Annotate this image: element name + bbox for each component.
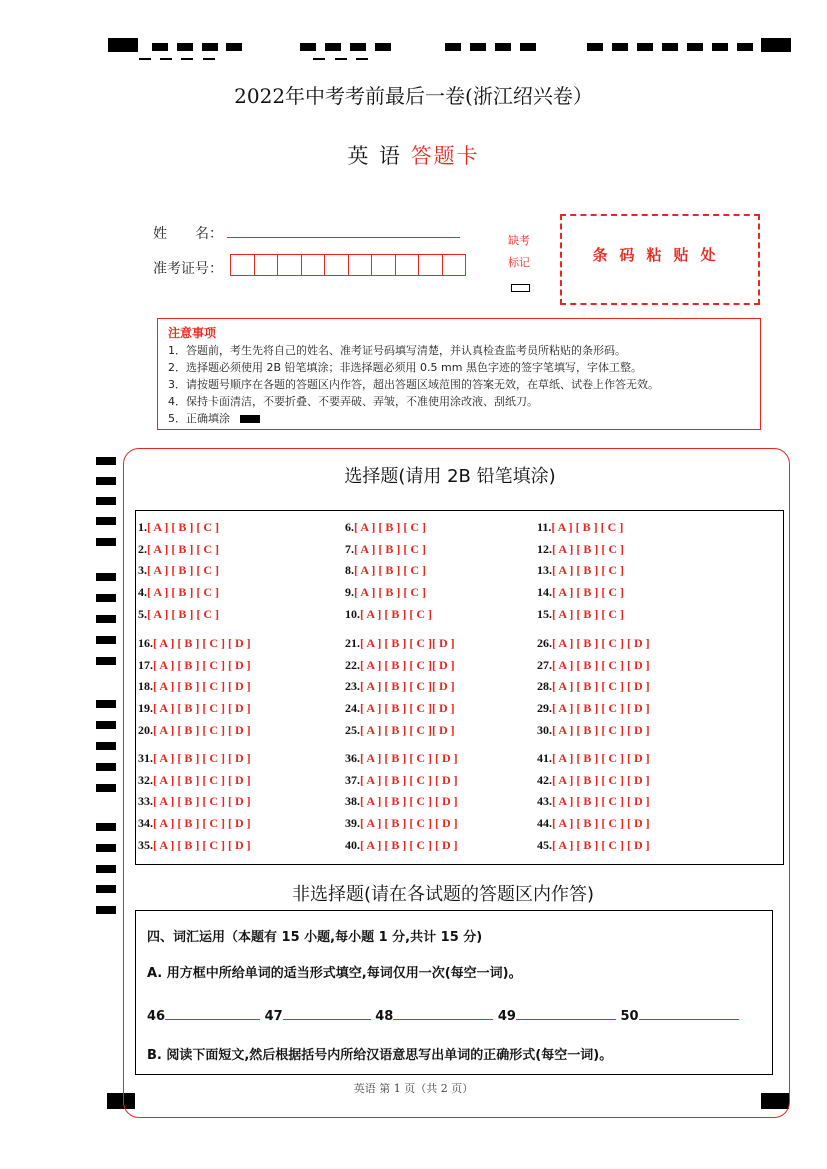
note-item: 4．保持卡面清洁，不要折叠、不要弄破、弄皱，不准使用涂改液、刮纸刀。 <box>168 395 538 408</box>
absent-label-line2: 标记 <box>508 256 530 269</box>
nonchoice-section-title: 非选择题(请在各试题的答题区内作答) <box>291 884 595 905</box>
question-number: 17. <box>138 657 153 672</box>
question-number: 22. <box>345 657 360 672</box>
choice-question[interactable] <box>138 607 219 622</box>
question-number: 35. <box>138 837 153 852</box>
timing-mark <box>662 43 678 51</box>
answer-options[interactable]: [ A ] [ B ] [ C ] <box>354 520 426 534</box>
answer-options[interactable]: [ A ] [ B ] [ C ] [ D ] <box>360 772 458 787</box>
answer-options[interactable]: [ A ] [ B ] [ C ] [ D ] <box>552 772 650 787</box>
choice-question[interactable] <box>138 751 251 766</box>
question-number: 9. <box>345 585 354 600</box>
choice-question[interactable] <box>138 838 251 853</box>
answer-options[interactable]: [ A ] [ B ] [ C ] <box>147 606 219 621</box>
choice-question[interactable] <box>345 723 455 738</box>
answer-options[interactable]: [ A ] [ B ] [ C ] [ D ] <box>360 816 458 831</box>
part-heading: 四、词汇运用（本题有 15 小题,每小题 1 分,共计 15 分) <box>147 930 483 945</box>
answer-options[interactable]: [ A ] [ B ] [ C ][ D ] <box>360 701 455 716</box>
choice-question[interactable] <box>537 585 624 600</box>
choice-question[interactable] <box>138 679 251 694</box>
timing-mark <box>139 58 151 60</box>
answer-options[interactable]: [ A ] [ B ] [ C ] <box>552 606 624 621</box>
question-number: 38. <box>345 794 360 809</box>
question-number: 37. <box>345 772 360 787</box>
timing-mark <box>177 43 193 51</box>
question-number: 12. <box>537 541 552 556</box>
timing-mark <box>350 43 366 51</box>
answer-options[interactable]: [ A ] [ B ] [ C ] <box>354 541 426 556</box>
notes-title: 注意事项 <box>168 326 217 340</box>
question-number: 27. <box>537 657 552 672</box>
choice-question[interactable] <box>537 838 650 853</box>
question-number: 26. <box>537 636 552 650</box>
answer-options[interactable]: [ A ] [ B ] [ C ][ D ] <box>360 657 455 672</box>
question-number: 24. <box>345 701 360 716</box>
answer-options[interactable]: [ A ] [ B ] [ C ] [ D ] <box>153 636 251 650</box>
choice-question[interactable] <box>537 816 650 831</box>
choice-question[interactable] <box>345 751 458 766</box>
choice-question[interactable] <box>345 679 455 694</box>
timing-mark <box>356 58 368 60</box>
section-b-instruction: B. 阅读下面短文,然后根据括号内所给汉语意思写出单词的正确形式(每空一词)。 <box>147 1048 613 1063</box>
choice-question[interactable] <box>138 563 219 578</box>
question-number: 11. <box>537 520 552 534</box>
answer-options[interactable]: [ A ] [ B ] [ C ] <box>147 563 219 578</box>
choice-question[interactable] <box>138 658 251 673</box>
question-number: 32. <box>138 772 153 787</box>
question-number: 20. <box>138 722 153 737</box>
answer-options[interactable]: [ A ] [ B ] [ C ] [ D ] <box>153 657 251 672</box>
timing-mark <box>152 43 168 51</box>
choice-question[interactable] <box>138 520 219 535</box>
answer-blank[interactable] <box>283 1007 371 1020</box>
blank-number: 49 <box>497 1009 516 1024</box>
answer-options[interactable]: [ A ] [ B ] [ C ] <box>147 520 219 534</box>
question-number: 28. <box>537 679 552 694</box>
choice-question[interactable] <box>345 563 426 578</box>
timing-mark <box>520 43 536 51</box>
question-number: 29. <box>537 701 552 716</box>
answer-blank[interactable] <box>393 1007 493 1020</box>
choice-question[interactable] <box>138 542 219 557</box>
name-field[interactable] <box>227 237 460 238</box>
answer-options[interactable]: [ A ] [ B ] [ C ] [ D ] <box>153 722 251 737</box>
absent-checkbox[interactable] <box>511 284 530 292</box>
answer-options[interactable]: [ A ] [ B ] [ C ] [ D ] <box>153 751 251 765</box>
question-number: 21. <box>345 636 360 650</box>
choice-question[interactable] <box>537 563 624 578</box>
timing-mark <box>96 615 116 623</box>
blank-number: 47 <box>264 1009 283 1024</box>
timing-mark <box>96 657 116 665</box>
id-digit-box[interactable] <box>442 254 467 276</box>
id-number-boxes[interactable] <box>231 254 466 276</box>
answer-options[interactable]: [ A ] [ B ] [ C ] [ D ] <box>552 751 650 765</box>
question-number: 1. <box>138 520 147 534</box>
timing-mark <box>96 636 116 644</box>
timing-mark <box>226 43 242 51</box>
question-number: 31. <box>138 751 153 765</box>
timing-mark <box>637 43 653 51</box>
answer-options[interactable]: [ A ] [ B ] [ C ] <box>551 520 624 534</box>
section-a-instruction: A. 用方框中所给单词的适当形式填空,每词仅用一次(每空一词)。 <box>147 966 522 981</box>
answer-options[interactable]: [ A ] [ B ] [ C ] [ D ] <box>552 816 650 831</box>
answer-options[interactable]: [ A ] [ B ] [ C ] [ D ] <box>153 701 251 716</box>
question-number: 4. <box>138 585 147 600</box>
choice-question[interactable] <box>537 520 623 535</box>
choice-question[interactable] <box>138 773 251 788</box>
choice-question[interactable] <box>345 520 426 535</box>
answer-options[interactable]: [ A ] [ B ] [ C ] <box>360 606 432 621</box>
id-digit-box[interactable] <box>324 254 349 276</box>
name-label: 姓 名： <box>153 226 223 242</box>
answer-options[interactable]: [ A ] [ B ] [ C ] <box>354 585 426 600</box>
timing-mark <box>470 43 486 51</box>
timing-mark <box>495 43 511 51</box>
note-item: 5．正确填涂 <box>168 412 230 425</box>
question-number: 39. <box>345 816 360 831</box>
timing-mark <box>96 538 116 546</box>
question-number: 7. <box>345 541 354 556</box>
choice-question[interactable] <box>138 794 251 809</box>
answer-options[interactable]: [ A ] [ B ] [ C ] [ D ] <box>552 794 650 809</box>
timing-mark <box>108 38 138 52</box>
choice-question[interactable] <box>537 701 650 716</box>
answer-options[interactable]: [ A ] [ B ] [ C ] <box>552 541 624 556</box>
id-digit-box[interactable] <box>418 254 443 276</box>
question-number: 41. <box>537 751 552 765</box>
choice-question[interactable] <box>138 636 251 651</box>
absent-label-line1: 缺考 <box>508 234 530 247</box>
card-label: 答题卡 <box>410 144 480 168</box>
timing-mark <box>96 700 116 708</box>
timing-mark <box>96 742 116 750</box>
id-digit-box[interactable] <box>348 254 373 276</box>
timing-mark <box>313 58 325 60</box>
answer-options[interactable]: [ A ] [ B ] [ C ] [ D ] <box>552 837 650 852</box>
answer-options[interactable]: [ A ] [ B ] [ C ] <box>354 563 426 578</box>
filled-sample-mark <box>240 415 260 423</box>
id-digit-box[interactable] <box>301 254 326 276</box>
page-title: 2022年中考考前最后一卷(浙江绍兴卷） <box>234 84 593 108</box>
timing-mark <box>181 58 193 60</box>
answer-options[interactable]: [ A ] [ B ] [ C ] [ D ] <box>153 816 251 831</box>
question-number: 40. <box>345 837 360 852</box>
note-item: 3．请按题号顺序在各题的答题区内作答，超出答题区域范围的答案无效，在草纸、试卷上作答无效。 <box>168 378 659 391</box>
question-number: 34. <box>138 816 153 831</box>
answer-options[interactable]: [ A ] [ B ] [ C ] <box>147 585 219 600</box>
answer-options[interactable]: [ A ] [ B ] [ C ] [ D ] <box>360 794 458 809</box>
question-number: 42. <box>537 772 552 787</box>
id-digit-box[interactable] <box>371 254 396 276</box>
notes-box <box>157 318 761 430</box>
timing-mark <box>737 43 753 51</box>
timing-mark <box>375 43 391 51</box>
answer-blank[interactable] <box>165 1007 260 1020</box>
timing-mark <box>300 43 316 51</box>
question-number: 13. <box>537 563 552 578</box>
timing-mark <box>687 43 703 51</box>
nonchoice-answer-box <box>135 910 773 1075</box>
choice-question[interactable] <box>345 607 432 622</box>
timing-mark <box>96 784 116 792</box>
timing-mark <box>96 721 116 729</box>
question-number: 44. <box>537 816 552 831</box>
question-number: 8. <box>345 563 354 578</box>
question-number: 45. <box>537 837 552 852</box>
choice-question[interactable] <box>345 542 426 557</box>
barcode-area: 条码粘贴处 <box>560 214 760 305</box>
choice-question[interactable] <box>537 723 650 738</box>
question-number: 33. <box>138 794 153 809</box>
question-number: 36. <box>345 751 360 765</box>
timing-mark <box>96 823 116 831</box>
timing-mark <box>96 497 116 505</box>
absent-mark-label <box>508 230 530 274</box>
choice-question[interactable] <box>138 816 251 831</box>
choice-question[interactable] <box>345 585 426 600</box>
id-digit-box[interactable] <box>395 254 420 276</box>
answer-blank[interactable] <box>639 1007 739 1020</box>
timing-mark <box>96 594 116 602</box>
timing-mark <box>96 906 116 914</box>
timing-mark <box>612 43 628 51</box>
answer-options[interactable]: [ A ] [ B ] [ C ] [ D ] <box>360 837 458 852</box>
answer-options[interactable]: [ A ] [ B ] [ C ] [ D ] <box>360 751 458 765</box>
id-digit-box[interactable] <box>230 254 255 276</box>
question-number: 23. <box>345 679 360 694</box>
blank-number: 46 <box>147 1009 166 1024</box>
timing-mark <box>203 58 215 60</box>
answer-blank[interactable] <box>516 1007 616 1020</box>
choice-question[interactable] <box>345 794 458 809</box>
id-digit-box[interactable] <box>277 254 302 276</box>
choice-question[interactable] <box>537 773 650 788</box>
timing-mark <box>761 38 791 52</box>
blank-number: 48 <box>375 1009 394 1024</box>
question-number: 3. <box>138 563 147 578</box>
timing-mark <box>587 43 603 51</box>
question-number: 19. <box>138 701 153 716</box>
question-number: 14. <box>537 585 552 600</box>
subject-label: 英 语 <box>347 144 402 168</box>
timing-mark <box>160 58 172 60</box>
choice-question[interactable] <box>537 607 624 622</box>
blank-number: 50 <box>620 1009 639 1024</box>
id-digit-box[interactable] <box>254 254 279 276</box>
answer-options[interactable]: [ A ] [ B ] [ C ] [ D ] <box>552 722 650 737</box>
choice-question[interactable] <box>345 636 455 651</box>
id-label: 准考证号： <box>153 261 223 277</box>
answer-options[interactable]: [ A ] [ B ] [ C ] <box>552 563 624 578</box>
answer-options[interactable]: [ A ] [ B ] [ C ] [ D ] <box>153 837 251 852</box>
choice-question[interactable] <box>345 773 458 788</box>
answer-options[interactable]: [ A ] [ B ] [ C ][ D ] <box>360 636 455 650</box>
timing-mark <box>96 573 116 581</box>
question-number: 6. <box>345 520 354 534</box>
question-number: 43. <box>537 794 552 809</box>
choice-question[interactable] <box>138 701 251 716</box>
timing-mark <box>96 517 116 525</box>
timing-mark <box>96 844 116 852</box>
question-number: 2. <box>138 541 147 556</box>
choice-question[interactable] <box>537 658 650 673</box>
answer-options[interactable]: [ A ] [ B ] [ C ][ D ] <box>360 679 455 694</box>
timing-mark <box>712 43 728 51</box>
answer-options[interactable]: [ A ] [ B ] [ C ] [ D ] <box>552 636 650 650</box>
choice-question[interactable] <box>345 816 458 831</box>
choice-question[interactable] <box>537 679 650 694</box>
timing-mark <box>202 43 218 51</box>
answer-options[interactable]: [ A ] [ B ] [ C ] [ D ] <box>552 657 650 672</box>
page-footer: 英语 第 1 页（共 2 页） <box>353 1082 474 1095</box>
note-item: 2．选择题必须使用 2B 铅笔填涂；非选择题必须用 0.5 mm 黑色字迹的签字笔填写，字体工整。 <box>168 361 642 374</box>
choice-question[interactable] <box>537 751 650 766</box>
answer-options[interactable]: [ A ] [ B ] [ C ] [ D ] <box>153 679 251 694</box>
choice-section-title: 选择题(请用 2B 铅笔填涂) <box>344 466 556 487</box>
question-number: 16. <box>138 636 153 650</box>
timing-mark <box>445 43 461 51</box>
answer-options[interactable]: [ A ] [ B ] [ C ] [ D ] <box>153 772 251 787</box>
timing-mark <box>96 865 116 873</box>
choice-question[interactable] <box>537 636 650 651</box>
choice-question[interactable] <box>345 701 455 716</box>
question-number: 10. <box>345 606 360 621</box>
choice-question[interactable] <box>537 794 650 809</box>
answer-options[interactable]: [ A ] [ B ] [ C ] [ D ] <box>552 701 650 716</box>
answer-options[interactable]: [ A ] [ B ] [ C ] [ D ] <box>552 679 650 694</box>
answer-options[interactable]: [ A ] [ B ] [ C ] [ D ] <box>153 794 251 809</box>
question-number: 18. <box>138 679 153 694</box>
choice-question[interactable] <box>345 838 458 853</box>
question-number: 30. <box>537 722 552 737</box>
question-number: 15. <box>537 606 552 621</box>
answer-options[interactable]: [ A ] [ B ] [ C ] <box>147 541 219 556</box>
choice-question[interactable] <box>345 658 455 673</box>
timing-mark <box>335 58 347 60</box>
subject-heading <box>0 140 827 170</box>
timing-mark <box>325 43 341 51</box>
question-number: 5. <box>138 606 147 621</box>
note-item: 1．答题前，考生先将自己的姓名、准考证号码填写清楚，并认真检查监考员所粘贴的条形码。 <box>168 344 626 357</box>
choice-question[interactable] <box>537 542 624 557</box>
answer-options[interactable]: [ A ] [ B ] [ C ][ D ] <box>360 722 455 737</box>
choice-question[interactable] <box>138 723 251 738</box>
question-number: 25. <box>345 722 360 737</box>
blank-row <box>147 1007 739 1024</box>
timing-mark <box>96 763 116 771</box>
choice-question[interactable] <box>138 585 219 600</box>
answer-options[interactable]: [ A ] [ B ] [ C ] <box>552 585 624 600</box>
